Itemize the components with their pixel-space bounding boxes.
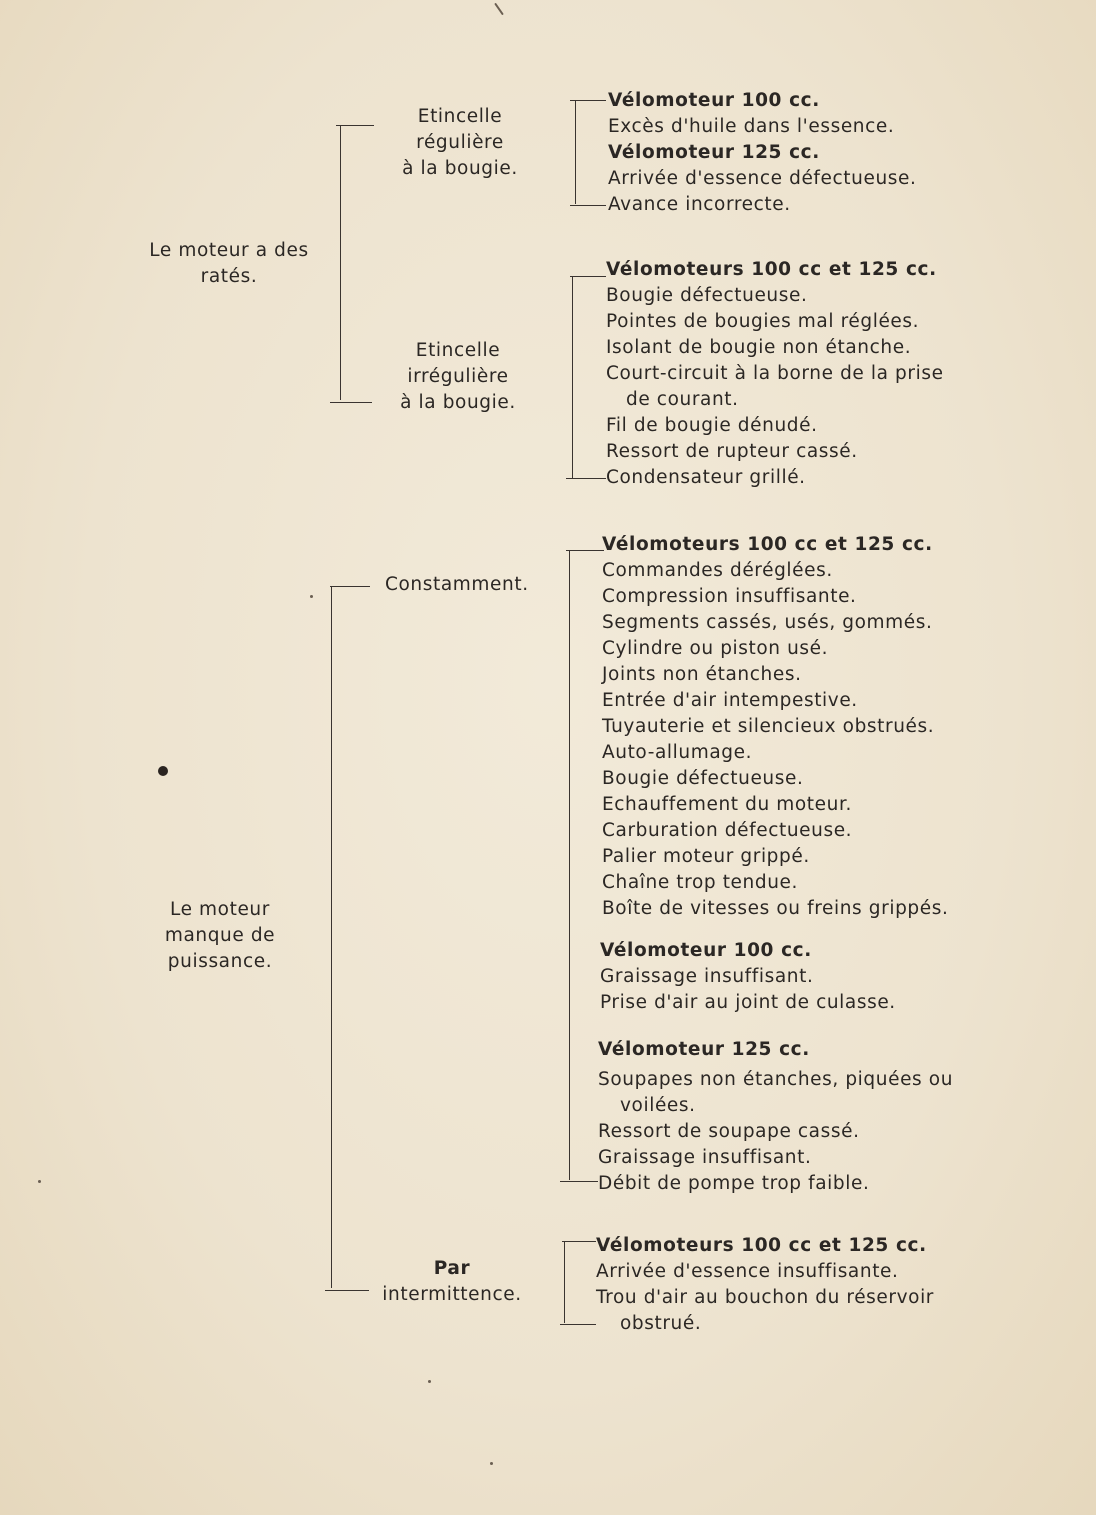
- bracket-line: [325, 1290, 369, 1291]
- symptom-misfire: [138, 238, 320, 290]
- cause-item: Palier moteur grippé.: [602, 846, 810, 867]
- cause-item: Arrivée d'essence défectueuse.: [608, 168, 917, 189]
- cause-item: Court-circuit à la borne de la prise: [606, 363, 944, 384]
- symptom-power-loss: [140, 897, 300, 975]
- cause-item: Trou d'air au bouchon du réservoir: [596, 1287, 935, 1308]
- cause-item: Chaîne trop tendue.: [602, 872, 798, 893]
- cause-item: Graissage insuffisant.: [600, 966, 814, 987]
- condition-line: irrégulière: [407, 366, 509, 387]
- cause-item: Boîte de vitesses ou freins grippés.: [602, 898, 949, 919]
- ink-spot: [158, 766, 168, 776]
- bracket-line: [330, 402, 372, 403]
- model-heading: Vélomoteur 100 cc.: [608, 90, 820, 111]
- symptom-misfire-line: Le moteur a des: [149, 240, 309, 261]
- model-heading: Vélomoteur 125 cc.: [598, 1039, 810, 1060]
- paper-speck: [310, 595, 313, 598]
- bracket-line: [572, 276, 573, 478]
- bracket-line: [340, 125, 341, 400]
- paper-speck: [494, 3, 504, 16]
- model-heading: Vélomoteur 100 cc.: [600, 940, 812, 961]
- model-heading: Vélomoteurs 100 cc et 125 cc.: [602, 534, 933, 555]
- bracket-line: [560, 1181, 598, 1182]
- paper-speck: [428, 1380, 431, 1383]
- bracket-line: [566, 550, 604, 551]
- cause-item: Auto-allumage.: [602, 742, 753, 763]
- condition-intermittent: [372, 1256, 532, 1308]
- cause-item: Bougie défectueuse.: [606, 285, 808, 306]
- condition-line: à la bougie.: [402, 158, 518, 179]
- condition-line: à la bougie.: [400, 392, 516, 413]
- cause-item: obstrué.: [620, 1313, 702, 1334]
- bracket-line: [564, 1241, 565, 1323]
- cause-item: Joints non étanches.: [602, 664, 802, 685]
- bracket-line: [575, 100, 576, 204]
- cause-item: Cylindre ou piston usé.: [602, 638, 829, 659]
- cause-item: Carburation défectueuse.: [602, 820, 853, 841]
- cause-item: Excès d'huile dans l'essence.: [608, 116, 895, 137]
- causes-intermittent: [596, 1233, 934, 1337]
- causes-constant-100: [600, 938, 896, 1016]
- cause-item: Entrée d'air intempestive.: [602, 690, 858, 711]
- cause-item: Commandes déréglées.: [602, 560, 833, 581]
- bracket-line: [570, 205, 606, 206]
- condition-constant: Constamment.: [385, 574, 529, 595]
- bracket-line: [569, 550, 570, 1180]
- symptom-misfire-line: ratés.: [200, 266, 258, 287]
- symptom-power-loss-line: manque de: [164, 925, 276, 946]
- cause-item: Soupapes non étanches, piquées ou: [598, 1069, 954, 1090]
- condition-line: intermittence.: [382, 1284, 522, 1305]
- cause-item: Ressort de rupteur cassé.: [606, 441, 858, 462]
- cause-item: Avance incorrecte.: [608, 194, 791, 215]
- symptom-power-loss-line: Le moteur: [170, 899, 270, 920]
- causes-irregular-spark: [606, 257, 944, 491]
- cause-item: Condensateur grillé.: [606, 467, 806, 488]
- cause-item: Ressort de soupape cassé.: [598, 1121, 860, 1142]
- bracket-line: [336, 125, 374, 126]
- cause-item: Tuyauterie et silencieux obstrués.: [602, 716, 935, 737]
- condition-irregular-spark: [382, 338, 534, 416]
- cause-item: de courant.: [626, 389, 739, 410]
- condition-line: Etincelle: [415, 340, 501, 361]
- cause-item: Pointes de bougies mal réglées.: [606, 311, 920, 332]
- model-heading: Vélomoteurs 100 cc et 125 cc.: [596, 1235, 927, 1256]
- condition-line: Par: [433, 1258, 471, 1279]
- cause-item: voilées.: [620, 1095, 696, 1116]
- causes-regular-spark: [608, 88, 916, 218]
- bracket-line: [330, 586, 370, 587]
- model-heading: Vélomoteurs 100 cc et 125 cc.: [606, 259, 937, 280]
- paper-speck: [38, 1180, 41, 1183]
- condition-line: régulière: [416, 132, 504, 153]
- causes-constant-125: [598, 1037, 953, 1197]
- causes-constant-all: [602, 532, 948, 922]
- cause-item: Echauffement du moteur.: [602, 794, 852, 815]
- cause-item: Segments cassés, usés, gommés.: [602, 612, 933, 633]
- symptom-power-loss-line: puissance.: [167, 951, 273, 972]
- paper-speck: [490, 1462, 493, 1465]
- condition-line: Etincelle: [417, 106, 503, 127]
- cause-item: Fil de bougie dénudé.: [606, 415, 818, 436]
- bracket-line: [570, 276, 606, 277]
- condition-regular-spark: [380, 104, 540, 182]
- cause-item: Bougie défectueuse.: [602, 768, 804, 789]
- bracket-line: [560, 1324, 596, 1325]
- cause-item: Débit de pompe trop faible.: [598, 1173, 870, 1194]
- bracket-line: [566, 478, 606, 479]
- cause-item: Isolant de bougie non étanche.: [606, 337, 912, 358]
- cause-item: Compression insuffisante.: [602, 586, 857, 607]
- cause-item: Graissage insuffisant.: [598, 1147, 812, 1168]
- cause-item: Prise d'air au joint de culasse.: [600, 992, 896, 1013]
- bracket-line: [562, 1241, 596, 1242]
- cause-item: Arrivée d'essence insuffisante.: [596, 1261, 899, 1282]
- model-heading: Vélomoteur 125 cc.: [608, 142, 820, 163]
- bracket-line: [331, 586, 332, 1288]
